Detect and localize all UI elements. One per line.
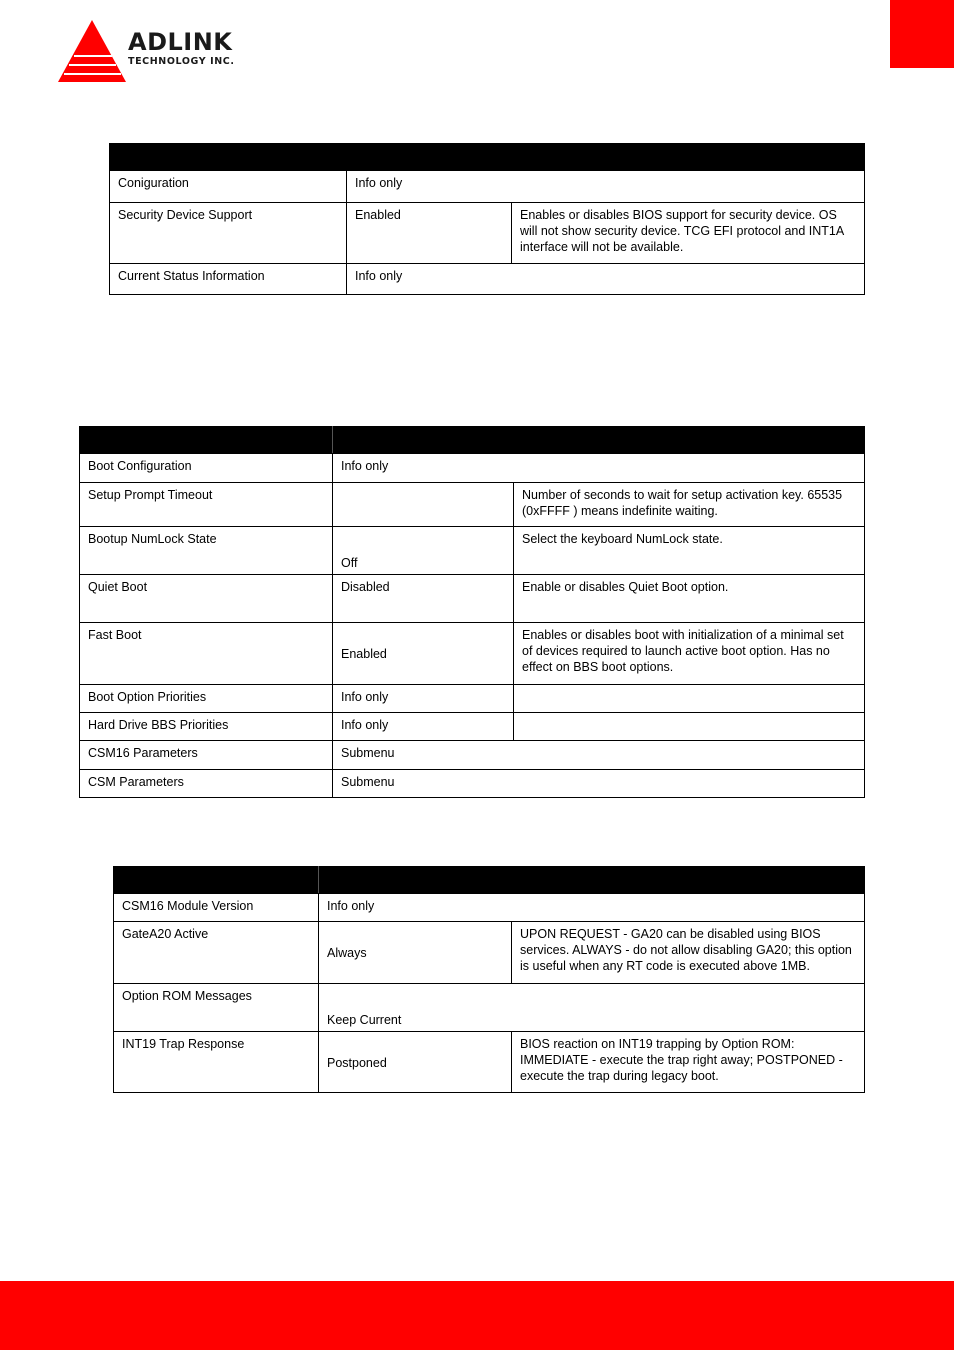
setting-description: Enables or disables boot with initialization of a minimal set of devices required to launch active boot option. Has no effect on BBS boot options. — [514, 623, 865, 685]
setting-description: Enables or disables BIOS support for security device. OS will not show security device. TCG EFI protocol and INT1A interface will not be available. — [512, 203, 865, 264]
security-settings-table — [109, 143, 865, 295]
table-row — [80, 623, 865, 685]
setting-name: Quiet Boot — [80, 575, 333, 623]
setting-description: Select the keyboard NumLock state. — [514, 527, 865, 575]
setting-value: Disabled — [333, 575, 514, 623]
adlink-triangle-icon — [56, 18, 128, 86]
setting-name: Security Device Support — [110, 203, 347, 264]
setting-value: Info only — [333, 685, 514, 713]
setting-description: Number of seconds to wait for setup activation key. 65535 (0xFFFF ) means indefinite waiting. — [514, 483, 865, 527]
table-row — [80, 454, 865, 483]
setting-description: BIOS reaction on INT19 trapping by Option ROM: IMMEDIATE - execute the trap right away; POSTPONED - execute the trap during legacy boot. — [512, 1032, 865, 1093]
setting-value: Keep Current — [319, 984, 865, 1032]
setting-name: Hard Drive BBS Priorities — [80, 713, 333, 741]
table-header — [110, 144, 865, 171]
setting-name: INT19 Trap Response — [114, 1032, 319, 1093]
setting-name: Option ROM Messages — [114, 984, 319, 1032]
table-row — [114, 984, 865, 1032]
table-row — [80, 713, 865, 741]
setting-value: Info only — [347, 264, 865, 295]
setting-value: Info only — [333, 713, 514, 741]
boot-settings-table — [79, 426, 865, 798]
setting-name: Boot Configuration — [80, 454, 333, 483]
adlink-logo — [56, 18, 271, 86]
table-row — [114, 894, 865, 922]
table-row — [80, 741, 865, 770]
setting-description: UPON REQUEST - GA20 can be disabled using BIOS services. ALWAYS - do not allow disabling GA20; this option is useful when any RT code is executed above 1MB. — [512, 922, 865, 984]
brand-name: ADLINK — [128, 28, 233, 56]
table-row — [80, 575, 865, 623]
setting-value: Info only — [319, 894, 865, 922]
table-row — [114, 1032, 865, 1093]
setting-value: Enabled — [333, 623, 514, 685]
csm16-settings-table — [113, 866, 865, 1093]
setting-value: Enabled — [347, 203, 512, 264]
setting-name: Setup Prompt Timeout — [80, 483, 333, 527]
table-row — [110, 264, 865, 295]
setting-value: Info only — [347, 171, 865, 203]
setting-value: Info only — [333, 454, 865, 483]
setting-value: Submenu — [333, 741, 865, 770]
setting-name: GateA20 Active — [114, 922, 319, 984]
setting-description — [514, 713, 865, 741]
setting-value: Off — [333, 527, 514, 575]
table-row — [80, 527, 865, 575]
table-row — [110, 203, 865, 264]
setting-description: Enable or disables Quiet Boot option. — [514, 575, 865, 623]
setting-name: Bootup NumLock State — [80, 527, 333, 575]
setting-name: Boot Option Priorities — [80, 685, 333, 713]
setting-name: CSM16 Module Version — [114, 894, 319, 922]
setting-value: Always — [319, 922, 512, 984]
setting-name: Fast Boot — [80, 623, 333, 685]
setting-value: Submenu — [333, 770, 865, 798]
table-header — [80, 427, 865, 454]
page-corner-tab — [890, 0, 954, 68]
setting-value: Postponed — [319, 1032, 512, 1093]
footer-bar — [0, 1281, 954, 1350]
table-row — [110, 171, 865, 203]
setting-value — [333, 483, 514, 527]
setting-description — [514, 685, 865, 713]
setting-name: Coniguration — [110, 171, 347, 203]
table-row — [80, 770, 865, 798]
table-header — [114, 867, 865, 894]
table-row — [80, 483, 865, 527]
brand-tagline: TECHNOLOGY INC. — [128, 56, 235, 67]
setting-name: CSM16 Parameters — [80, 741, 333, 770]
setting-name: Current Status Information — [110, 264, 347, 295]
table-row — [114, 922, 865, 984]
setting-name: CSM Parameters — [80, 770, 333, 798]
table-row — [80, 685, 865, 713]
